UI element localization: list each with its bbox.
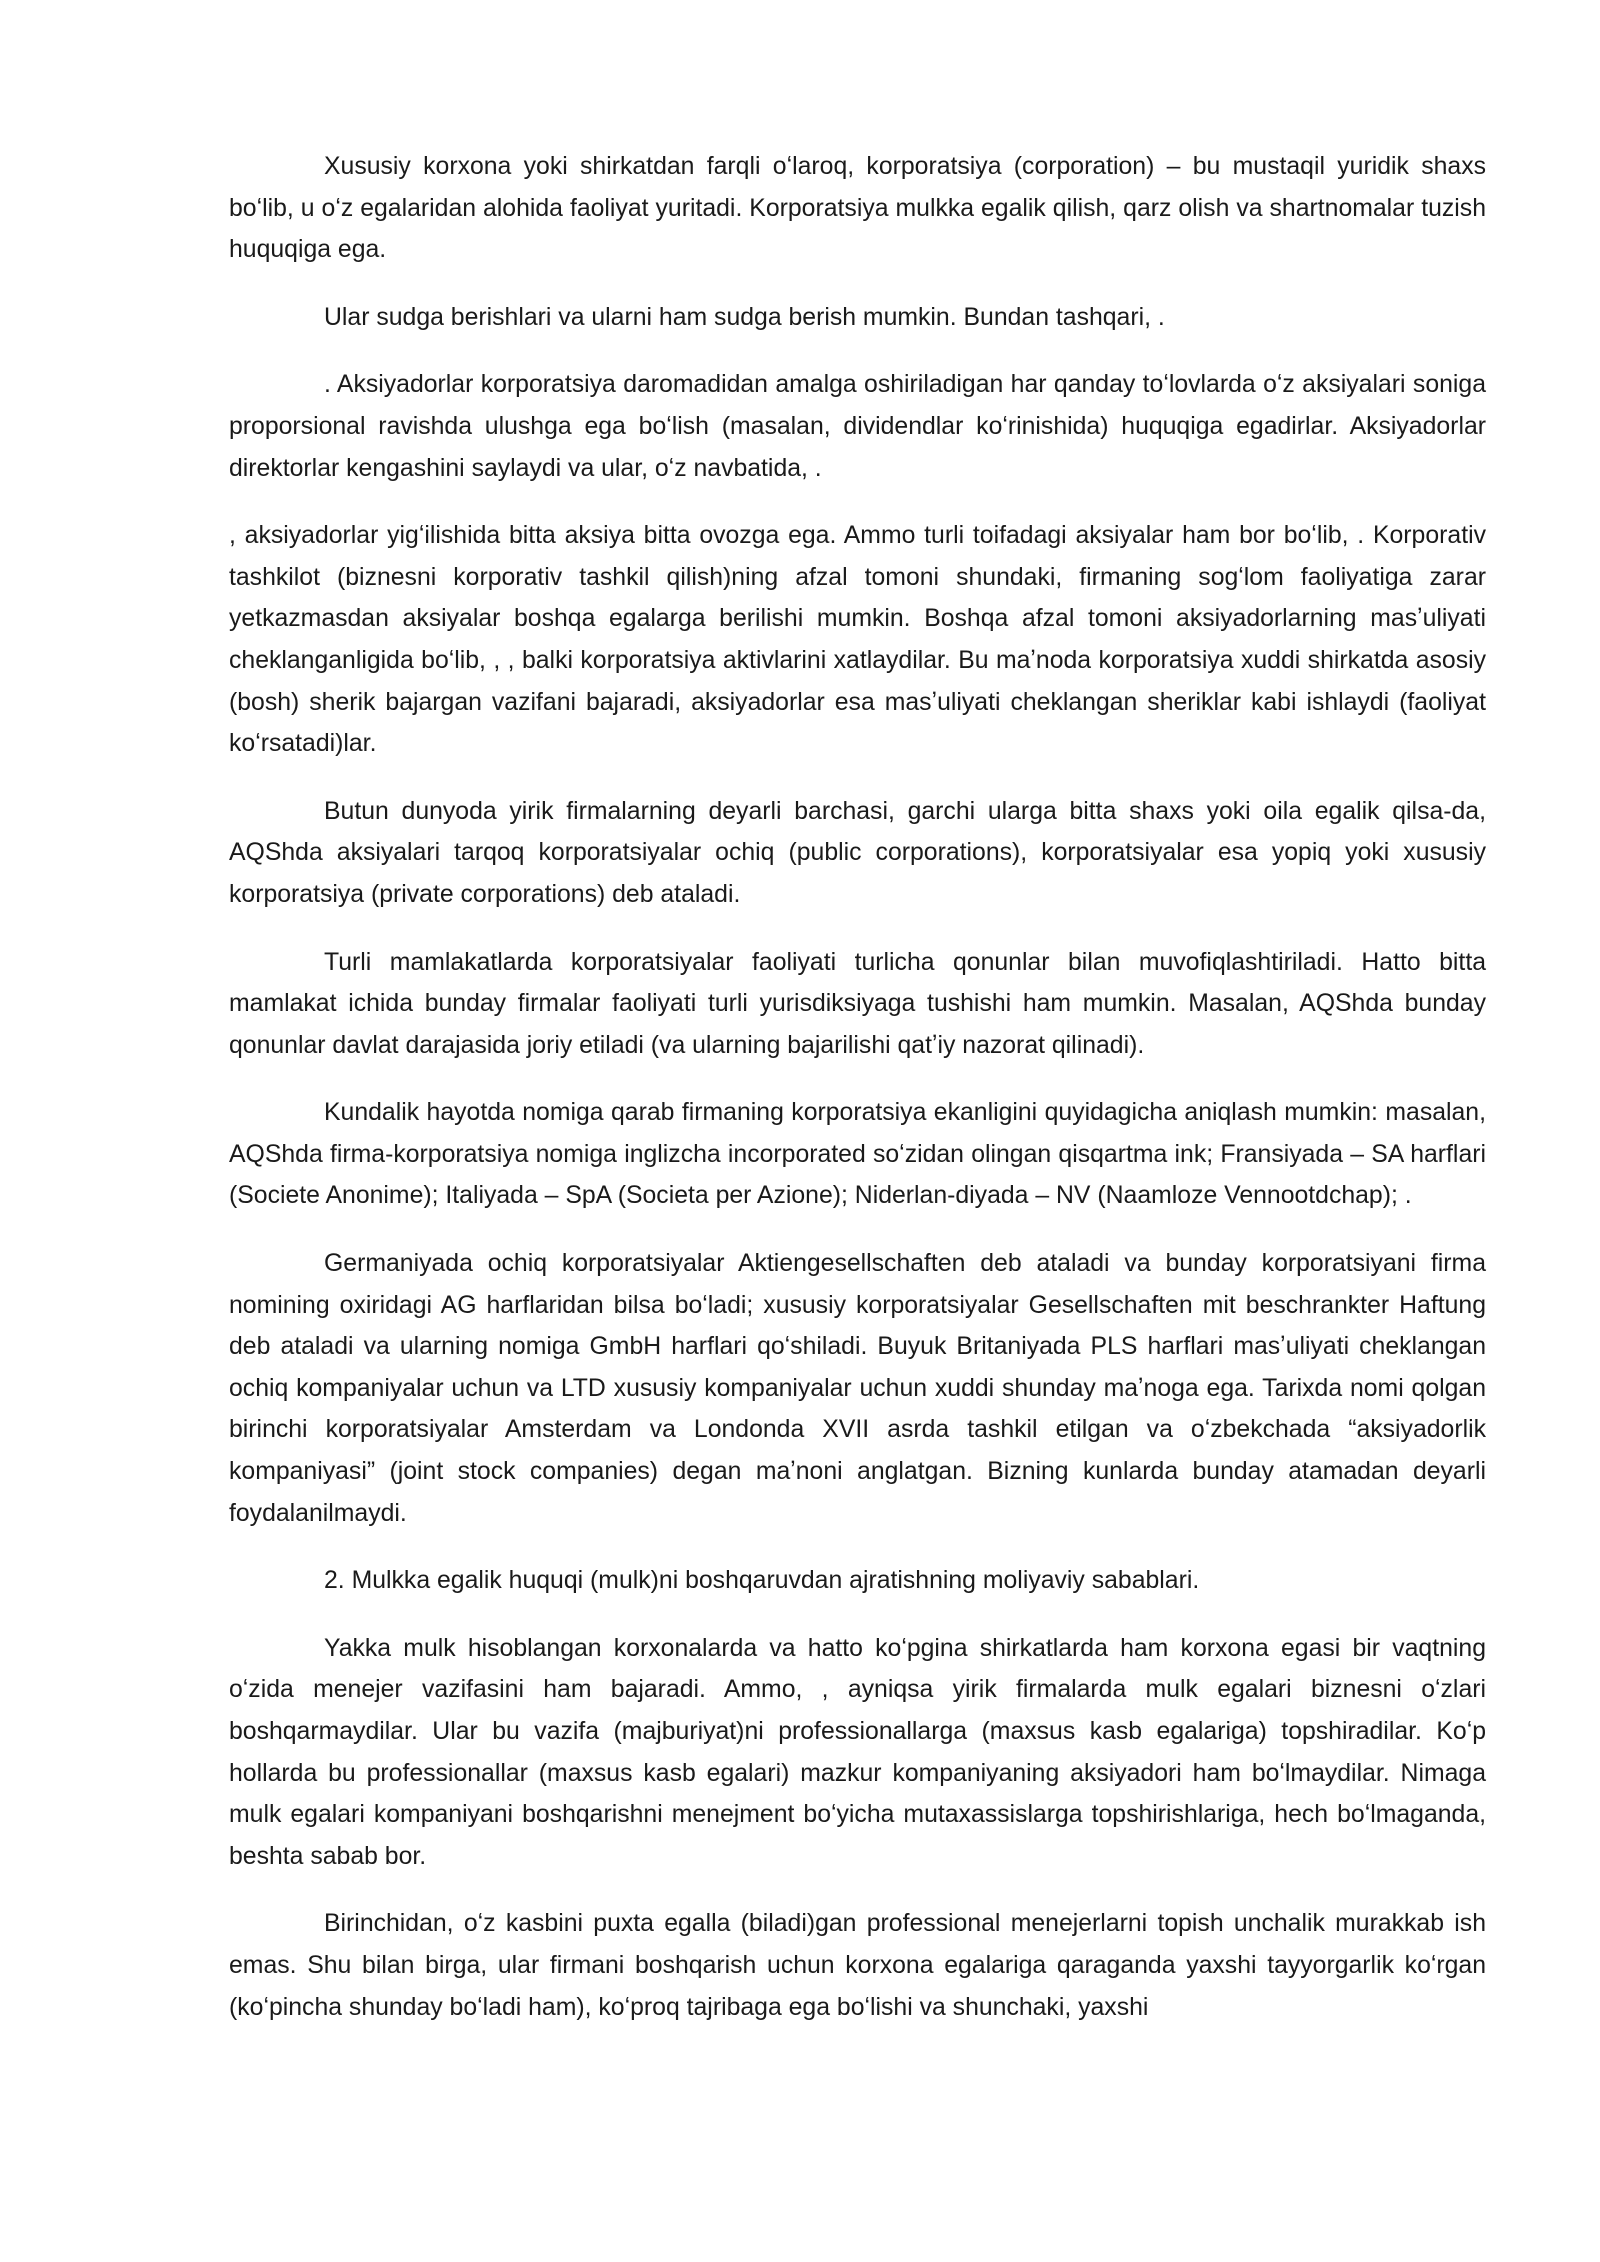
document-body [229,146,1486,2054]
paragraph-8: Germaniyada ochiq korporatsiyalar Aktiengesellschaften deb ataladi va bunday korporatsiyani firma nomining oxiridagi AG harflaridan bilsa boʻladi; xususiy korporatsiyalar Gesellschaften mit beschrankter Haftung deb ataladi va ularning nomiga GmbH harflari qoʻshiladi. Buyuk Britaniyada PLS harflari masʼuliyati cheklangan ochiq kompaniyalar uchun va LTD xususiy kompaniyalar uchun xuddi shunday maʼnoga ega. Tarixda nomi qolgan birinchi korporatsiyalar Amsterdam va Londonda XVII asrda tashkil etilgan va oʻzbekchada “aksiyadorlik kompaniyasi” (joint stock companies) degan maʼnoni anglatgan. Bizning kunlarda bunday atamadan deyarli foydalanilmaydi. [229,1250,1486,1527]
paragraph-1: Xususiy korxona yoki shirkatdan farqli oʻlaroq, korporatsiya (corporation) – bu mustaqil yuridik shaxs boʻlib, u oʻz egalaridan alohida faoliyat yuritadi. Korporatsiya mulkka egalik qilish, qarz olish va shartnomalar tuzish huquqiga ega. [229,153,1486,264]
section-heading-2: 2. Mulkka egalik huquqi (mulk)ni boshqaruvdan ajratishning moliyaviy sabablari. [324,1567,1200,1595]
paragraph-11: Birinchidan, oʻz kasbini puxta egalla (biladi)gan professional menejerlarni topish unchalik murakkab ish emas. Shu bilan birga, ular firmani boshqarish uchun korxona egalariga qaraganda yaxshi tayyorgarlik koʻrgan (koʻpincha shunday boʻladi ham), koʻproq tajribaga ega boʻlishi va shunchaki, yaxshi [229,1910,1486,2021]
paragraph-10: Yakka mulk hisoblangan korxonalarda va hatto koʻpgina shirkatlarda ham korxona egasi bir vaqtning oʻzida menejer vazifasini ham bajaradi. Ammo, , ayniqsa yirik firmalarda mulk egalari biznesni oʻzlari boshqarmaydilar. Ular bu vazifa (majburiyat)ni professionallarga (maxsus kasb egalariga) topshiradilar. Koʻp hollarda bu professionallar (maxsus kasb egalari) mazkur kompaniyaning aksiyadori ham boʻlmaydilar. Nimaga mulk egalari kompaniyani boshqarishni menejment boʻyicha mutaxassislarga topshirishlariga, hech boʻlmaganda, beshta sabab bor. [229,1634,1486,1870]
paragraph-6: Turli mamlakatlarda korporatsiyalar faoliyati turlicha qonunlar bilan muvofiqlashtiriladi. Hatto bitta mamlakat ichida bunday firmalar faoliyati turli yurisdiksiyaga tushishi ham mumkin. Masalan, AQShda bunday qonunlar davlat darajasida joriy etiladi (va ularning bajarilishi qatʼiy nazorat qilinadi). [229,948,1486,1059]
paragraph-4: , aksiyadorlar yigʻilishida bitta aksiya bitta ovozga ega. Ammo turli toifadagi aksiyalar ham bor boʻlib, . Korporativ tashkilot (biznesni korporativ tashkil qilish)ning afzal tomoni shundaki, firmaning sogʻlom faoliyatiga zarar yetkazmasdan aksiyalar boshqa egalarga berilishi mumkin. Boshqa afzal tomoni aksiyadorlarning masʼuliyati cheklanganligida boʻlib, , , balki korporatsiya aktivlarini xatlaydilar. Bu maʼnoda korporatsiya xuddi shirkatda asosiy (bosh) sherik bajargan vazifani bajaradi, aksiyadorlar esa masʼuliyati cheklangan sheriklar kabi ishlaydi (faoliyat koʻrsatadi)lar. [229,522,1486,758]
paragraph-7: Kundalik hayotda nomiga qarab firmaning korporatsiya ekanligini quyidagicha aniqlash mumkin: masalan, AQShda firma-korporatsiya nomiga inglizcha incorporated soʻzidan olingan qisqartma ink; Fransiyada – SA harflari (Societe Anonime); Italiyada – SpA (Societa per Azione); Niderlan-diyada – NV (Naamloze Vennootdchap); . [229,1099,1486,1210]
paragraph-2: Ular sudga berishlari va ularni ham sudga berish mumkin. Bundan tashqari, . [324,303,1165,331]
paragraph-5: Butun dunyoda yirik firmalarning deyarli barchasi, garchi ularga bitta shaxs yoki oila egalik qilsa-da, AQShda aksiyalari tarqoq korporatsiyalar ochiq (public corporations), korporatsiyalar esa yopiq yoki xususiy korporatsiya (private corporations) deb ataladi. [229,797,1486,908]
paragraph-3: . Aksiyadorlar korporatsiya daromadidan amalga oshiriladigan har qanday toʻlovlarda oʻz aksiyalari soniga proporsional ravishda ulushga ega boʻlish (masalan, dividendlar koʻrinishida) huquqiga egadirlar. Aksiyadorlar direktorlar kengashini saylaydi va ular, oʻz navbatida, . [229,371,1486,482]
